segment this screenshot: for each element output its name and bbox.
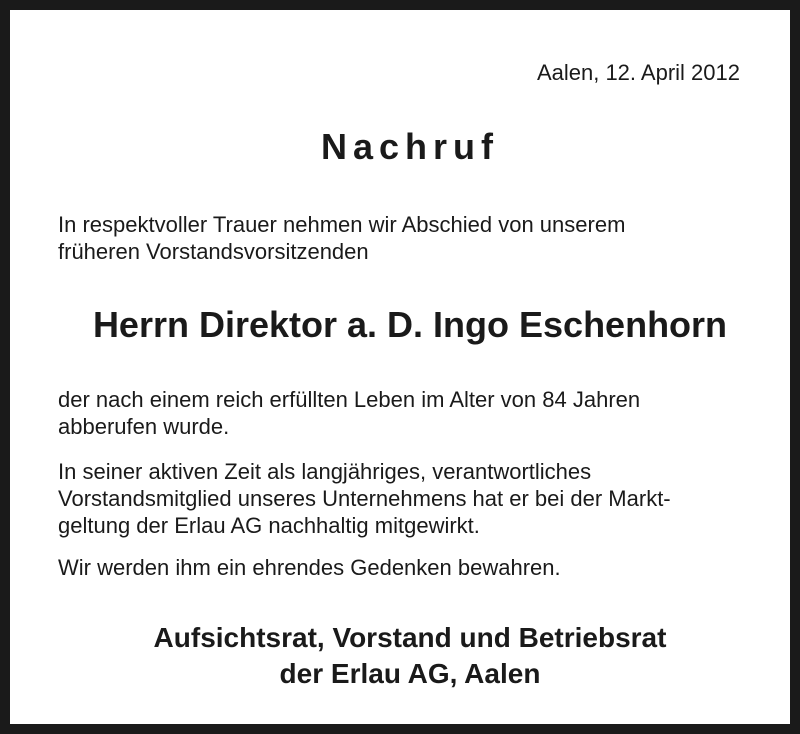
place-date: Aalen, 12. April 2012	[536, 60, 740, 85]
memory-paragraph: Wir werden ihm ein ehrendes Gedenken bewahren.	[58, 555, 561, 580]
deceased-name: Herrn Direktor a. D. Ingo Eschenhorn	[92, 304, 728, 345]
career-paragraph	[58, 458, 768, 539]
signature-line-1: Aufsichtsrat, Vorstand und Betriebsrat	[153, 622, 667, 653]
age-line-2: abberufen wurde.	[58, 414, 230, 439]
career-line-1: In seiner aktiven Zeit als langjähriges, verantwortliches	[58, 459, 592, 484]
age-line-1: der nach einem reich erfüllten Leben im Alter von 84 Jahren	[58, 387, 641, 412]
age-paragraph	[58, 386, 768, 440]
intro-line-1: In respektvoller Trauer nehmen wir Abschied von unserem	[58, 212, 626, 237]
intro-paragraph	[58, 211, 768, 265]
signature-line-2: der Erlau AG, Aalen	[279, 658, 541, 689]
career-line-2: Vorstandsmitglied unseres Unternehmens hat er bei der Markt-	[58, 486, 671, 511]
intro-line-2: früheren Vorstandsvorsitzenden	[58, 239, 369, 264]
notice-title: Nachruf	[320, 126, 500, 167]
career-line-3: geltung der Erlau AG nachhaltig mitgewirkt.	[58, 513, 480, 538]
